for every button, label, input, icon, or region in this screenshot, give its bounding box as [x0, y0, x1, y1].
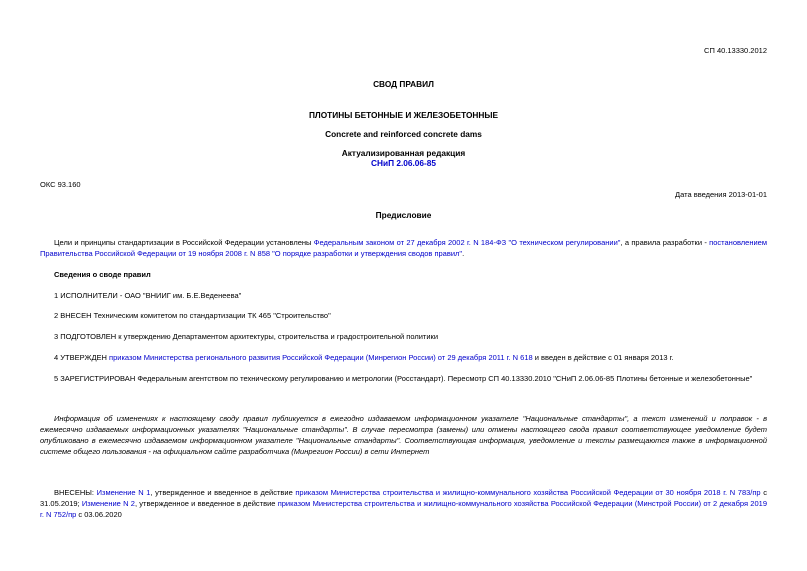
- text-span: Цели и принципы стандартизации в Российской Федерации установлены: [54, 238, 314, 247]
- text-span: ВНЕСЕНЫ:: [54, 488, 97, 497]
- title-russian: ПЛОТИНЫ БЕТОННЫЕ И ЖЕЛЕЗОБЕТОННЫЕ: [308, 110, 499, 120]
- snip-link[interactable]: СНиП 2.06.06-85: [370, 158, 437, 168]
- info-item-3: 3 ПОДГОТОВЛЕН к утверждению Департаментом архитектуры, строительства и градостроительной политики: [54, 332, 439, 341]
- text-span: .: [462, 249, 465, 258]
- federal-law-link[interactable]: Федеральным законом от 27 декабря 2002 г. N 184-ФЗ "О техническом регулировании": [313, 238, 621, 247]
- foreword-title: Предисловие: [375, 210, 432, 220]
- text-span: и введен в действие с 01 января 2013 г.: [532, 353, 674, 362]
- changes-notice: Информация об изменениях к настоящему своду правил публикуется в ежегодно издаваемом информационном указателе "Национальные стандарты", а текст изменений и поправок - в ежемесячно издаваемых информационных указателях "Национальные стандарты". В случае пересмотра (замены) или отмены настоящего свода правил соответствующее уведомление будет опубликовано в ежемесячно издаваемом информационном указателе "Национальные стандарты". Соответствующая информация, уведомление и тексты размещаются также в информационной системе общего пользования - на официальном сайте разработчика (Минрегион России) в сети Интернет: [40, 414, 767, 456]
- government-decree-link[interactable]: постановлением Правительства Российской Федерации от 19 ноября 2008 г. N 858 "О порядке разработки и утверждения сводов правил": [40, 238, 768, 258]
- amendment-2-link[interactable]: Изменение N 2: [81, 499, 135, 508]
- minregion-order-link[interactable]: приказом Министерства регионального развития Российской Федерации (Минрегион России) от 29 декабря 2011 г. N 618: [109, 353, 533, 362]
- info-heading: Сведения о своде правил: [54, 270, 151, 279]
- snip-row: [0, 158, 807, 168]
- text-span: с 31.05.2019;: [40, 488, 767, 508]
- edition-label: Актуализированная редакция: [341, 148, 466, 158]
- okc-code: ОКС 93.160: [40, 180, 81, 189]
- info-item-5: 5 ЗАРЕГИСТРИРОВАН Федеральным агентством по техническому регулированию и метрологии (Росстандарт). Пересмотр СП 40.13330.2010 "СНиП 2.06.06-85 Плотины бетонные и железобетонные": [54, 374, 753, 383]
- changes-list: [40, 487, 767, 520]
- amendment-1-link[interactable]: Изменение N 1: [96, 488, 151, 497]
- text-span: , а правила разработки -: [620, 238, 710, 247]
- text-span: , утвержденное и введенное в действие: [134, 499, 278, 508]
- title-english: Concrete and reinforced concrete dams: [325, 129, 482, 139]
- info-item-1: 1 ИСПОЛНИТЕЛИ - ОАО "ВНИИГ им. Б.Е.Веденеева": [54, 291, 242, 300]
- text-span: с 03.06.2020: [76, 510, 122, 519]
- foreword-paragraph: [40, 237, 767, 259]
- document-code: СП 40.13330.2012: [704, 46, 767, 55]
- introduction-date: Дата введения 2013-01-01: [675, 190, 767, 199]
- text-span: 4 УТВЕРЖДЕН: [54, 353, 110, 362]
- info-item-2: 2 ВНЕСЕН Техническим комитетом по стандартизации ТК 465 "Строительство": [54, 311, 331, 320]
- text-span: , утвержденное и введенное в действие: [150, 488, 296, 497]
- minstroy-order-2018-link[interactable]: приказом Министерства строительства и жилищно-коммунального хозяйства Российской Федерации от 30 ноября 2018 г. N 783/пр: [295, 488, 761, 497]
- minstroy-order-2019-link[interactable]: приказом Министерства строительства и жилищно-коммунального хозяйства Российской Федерации (Минстрой России) от 2 декабря 2019 г. N 752/пр: [40, 499, 767, 519]
- info-item-4: [54, 353, 674, 362]
- document-heading: СВОД ПРАВИЛ: [373, 79, 434, 89]
